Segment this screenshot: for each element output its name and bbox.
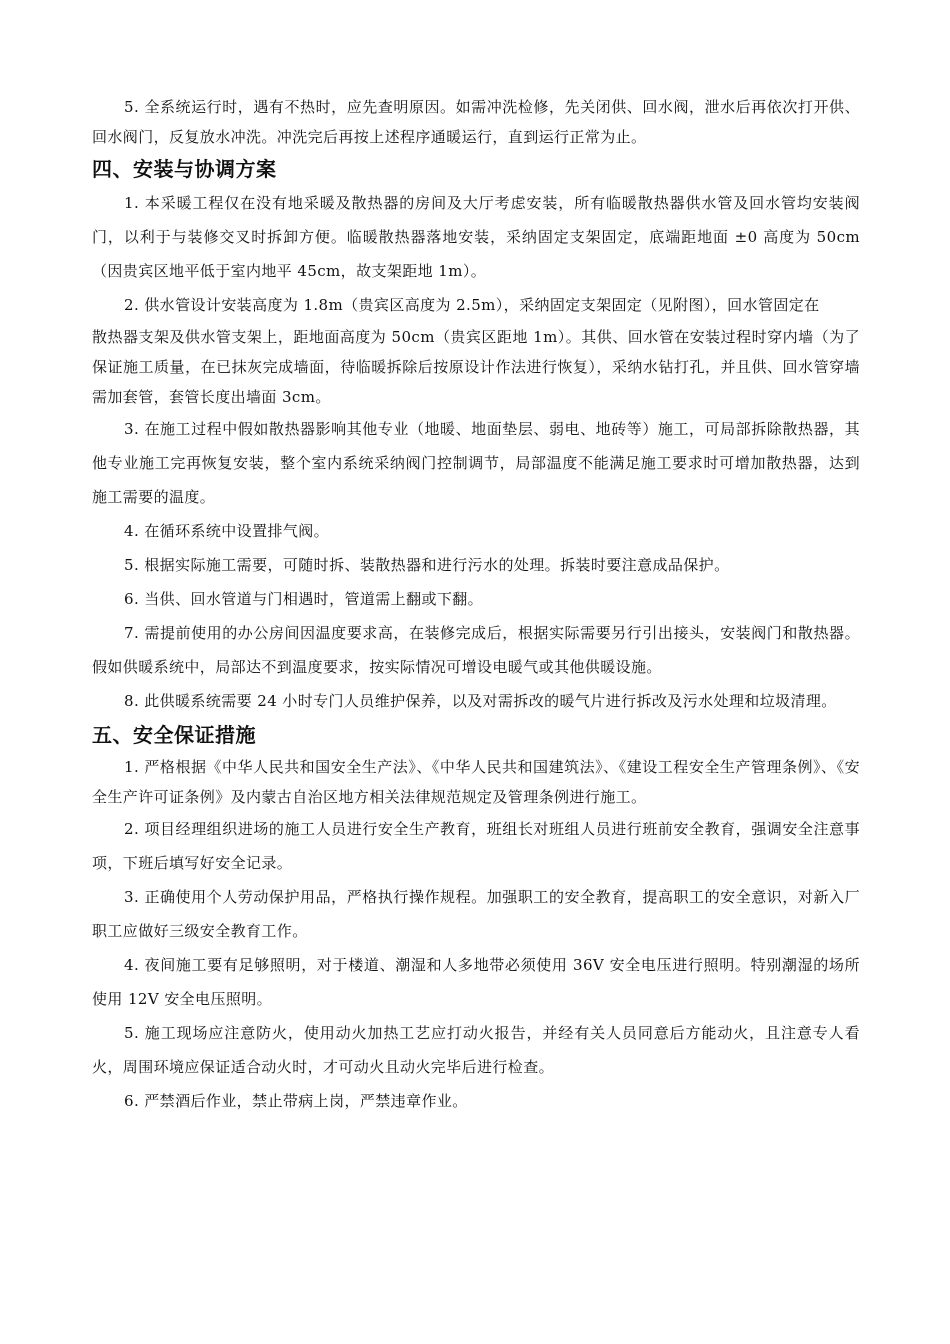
paragraph-install-4: 4. 在循环系统中设置排气阀。 — [124, 522, 330, 540]
paragraph-safety-2: 2. 项目经理组织进场的施工人员进行安全生产教育，班组长对班组人员进行班前安全教育，强调安全注意事项，下班后填写好安全记录。 — [92, 820, 860, 872]
section-title-installation: 四、安装与协调方案 — [92, 157, 277, 181]
paragraph-safety-6: 6. 严禁酒后作业，禁止带病上岗，严禁违章作业。 — [124, 1092, 468, 1110]
paragraph-install-7: 7. 需提前使用的办公房间因温度要求高，在装修完成后，根据实际需要另行引出接头，安装阀门和散热器。假如供暖系统中，局部达不到温度要求，按实际情况可增设电暖气或其他供暖设施。 — [92, 624, 860, 676]
paragraph-install-3: 3. 在施工过程中假如散热器影响其他专业（地暖、地面垫层、弱电、地砖等）施工，可局部拆除散热器，其他专业施工完再恢复安装，整个室内系统采纳阀门控制调节，局部温度不能满足施工要求时可增加散热器，达到施工需要的温度。 — [92, 420, 860, 506]
paragraph-safety-4: 4. 夜间施工要有足够照明，对于楼道、潮湿和人多地带必须使用 36V 安全电压进行照明。特别潮湿的场所使用 12V 安全电压照明。 — [92, 956, 860, 1008]
paragraph-install-2a: 2. 供水管设计安装高度为 1.8m（贵宾区高度为 2.5m），采纳固定支架固定（见附图），回水管固定在 — [124, 296, 820, 314]
paragraph-system-flush: 5. 全系统运行时，遇有不热时，应先查明原因。如需冲洗检修，先关闭供、回水阀，泄水后再依次打开供、回水阀门，反复放水冲洗。冲洗完后再按上述程序通暖运行，直到运行正常为止。 — [92, 98, 860, 146]
paragraph-install-5: 5. 根据实际施工需要，可随时拆、装散热器和进行污水的处理。拆装时要注意成品保护。 — [124, 556, 730, 574]
paragraph-install-1: 1. 本采暖工程仅在没有地采暖及散热器的房间及大厅考虑安装，所有临暖散热器供水管及回水管均安装阀门，以利于与装修交叉时拆卸方便。临暖散热器落地安装，采纳固定支架固定，底端距地面 ±0 高度为 50cm（因贵宾区地平低于室内地平 45cm，故支架距地 1m）。 — [92, 194, 860, 280]
paragraph-install-2b: 散热器支架及供水管支架上，距地面高度为 50cm（贵宾区距地 1m）。其供、回水管在安装过程时穿内墙（为了保证施工质量，在已抹灰完成墙面，待临暖拆除后按原设计作法进行恢复），采纳水钻打孔，并且供、回水管穿墙需加套管，套管长度出墙面 3cm。 — [92, 328, 860, 406]
document-page — [92, 92, 860, 1118]
paragraph-safety-3: 3. 正确使用个人劳动保护用品，严格执行操作规程。加强职工的安全教育，提高职工的安全意识，对新入厂职工应做好三级安全教育工作。 — [92, 888, 860, 940]
paragraph-safety-5: 5. 施工现场应注意防火，使用动火加热工艺应打动火报告，并经有关人员同意后方能动火，且注意专人看火，周围环境应保证适合动火时，才可动火且动火完毕后进行检查。 — [92, 1024, 860, 1076]
paragraph-install-8: 8. 此供暖系统需要 24 小时专门人员维护保养，以及对需拆改的暖气片进行拆改及污水处理和垃圾清理。 — [124, 692, 837, 710]
paragraph-safety-1: 1. 严格根据《中华人民共和国安全生产法》、《中华人民共和国建筑法》、《建设工程安全生产管理条例》、《安全生产许可证条例》及内蒙古自治区地方相关法律规范规定及管理条例进行施工。 — [92, 758, 860, 806]
paragraph-install-6: 6. 当供、回水管道与门相遇时，管道需上翻或下翻。 — [124, 590, 484, 608]
section-title-safety: 五、安全保证措施 — [92, 723, 256, 747]
